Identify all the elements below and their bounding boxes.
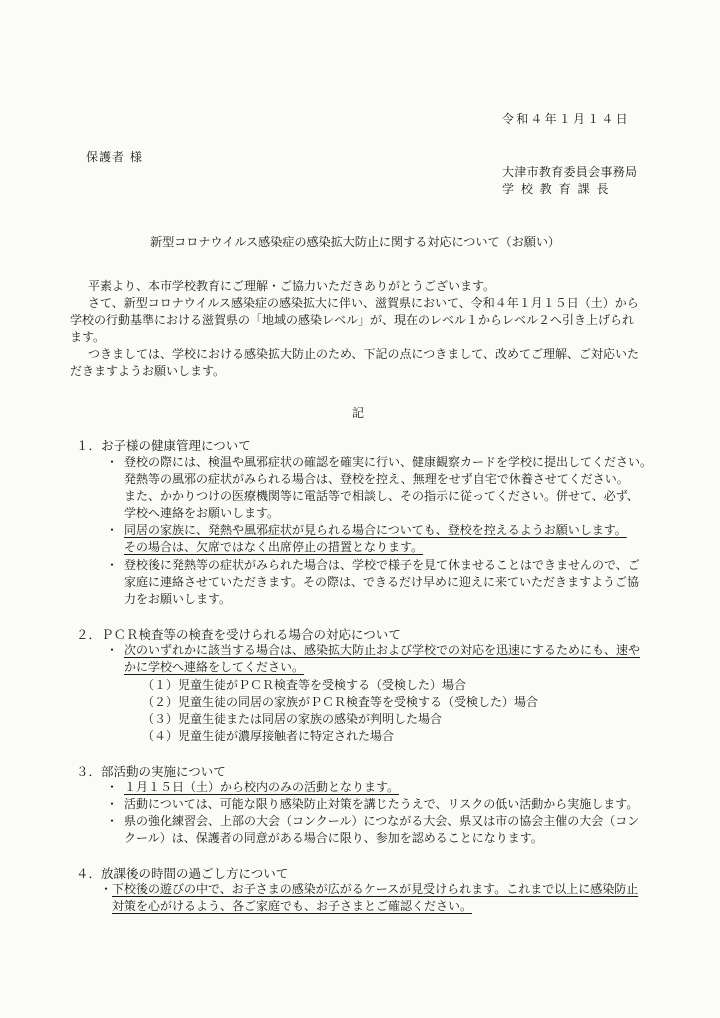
ki-heading: 記 [352,406,365,420]
intro-paragraph-1: 平素より、本市学校教育にご理解・ご協力いただきありがとうございます。 [88,279,496,293]
list-item: 同居の家族に、発熱や風邪症状が見られる場合についても、登校を控えるようお願いします。 その場合は、欠席ではなく出席停止の措置となります。 [124,523,627,554]
list-item: 登校の際には、検温や風邪症状の確認を確実に行い、健康観察カードを学校に提出してください。 発熱等の風邪の症状がみられる場合は、登校を控え、無理をせず自宅で休養させてください。 また、かかりつけの医療機関等に電話等で相談し、その指示に従ってください。併せて、必ず、 学校へ連絡をお願いします。 [124,455,653,520]
list-item: 登校後に発熱等の症状がみられた場合は、学校で様子を見て休ませることはできませんので、ご 家庭に連絡させていただきます。その際は、できるだけ早めに迎えに来ていただきますようご協 力をお願いします。 [124,558,640,606]
list-item: 活動については、可能な限り感染防止対策を講じたうえで、リスクの低い活動から実施します。 [124,797,639,811]
bullet: ・ [106,455,119,469]
section-heading: １．お子様の健康管理について [76,438,251,453]
bullet: ・ [100,882,113,896]
sender-title: 学校教育課長 [502,182,616,196]
intro-paragraph-3: つきましては、学校における感染拡大防止のため、下記の点につきまして、改めてご理解、ご対応いた だきますようお願いします。 [70,347,640,378]
list-subitem: （４）児童生徒が濃厚接触者に特定された場合 [142,729,395,743]
list-subitem: （１）児童生徒がＰＣＲ検査等を受検する（受検した）場合 [142,678,467,692]
list-subitem: （３）児童生徒または同居の家族の感染が判明した場合 [142,712,443,726]
document-title: 新型コロナウイルス感染症の感染拡大防止に関する対応について（お願い） [150,235,560,249]
list-item: 下校後の遊びの中で、お子さまの感染が広がるケースが見受けられます。これまで以上に感染防止 対策を心がけるよう、各ご家庭でも、お子さまとご確認ください。 [112,882,639,913]
bullet: ・ [106,558,119,572]
bullet: ・ [106,643,119,657]
section-heading: ２．ＰＣＲ検査等の検査を受けられる場合の対応について [76,627,401,642]
bullet: ・ [106,814,119,828]
bullet: ・ [106,780,119,794]
bullet: ・ [106,523,119,537]
document-date: 令和４年１月１４日 [502,112,630,126]
list-subitem: （２）児童生徒の同居の家族がＰＣＲ検査等を受検する（受検した）場合 [142,695,539,709]
sender-organization: 大津市教育委員会事務局 [502,165,638,179]
addressee: 保護者 様 [86,150,143,164]
list-item: １月１５日（土）から校内のみの活動となります。 [124,780,400,794]
section-heading: ４．放課後の時間の過ごし方について [76,866,289,881]
intro-paragraph-2: さて、新型コロナウイルス感染症の感染拡大に伴い、滋賀県において、令和４年１月１５日（土）から 学校の行動基準における滋賀県の「地域の感染レベル」が、現在のレベル１からレベル２へ引き上げられ ます。 [70,296,639,344]
list-item: 県の強化練習会、上部の大会（コンクール）につながる大会、県又は市の協会主催の大会（コン クール）は、保護者の同意がある場合に限り、参加を認めることになります。 [124,814,640,845]
section-heading: ３．部活動の実施について [76,764,226,779]
list-item: 次のいずれかに該当する場合は、感染拡大防止および学校での対応を迅速にするためにも、速や かに学校へ連絡をしてください。 [124,643,641,674]
bullet: ・ [106,797,119,811]
